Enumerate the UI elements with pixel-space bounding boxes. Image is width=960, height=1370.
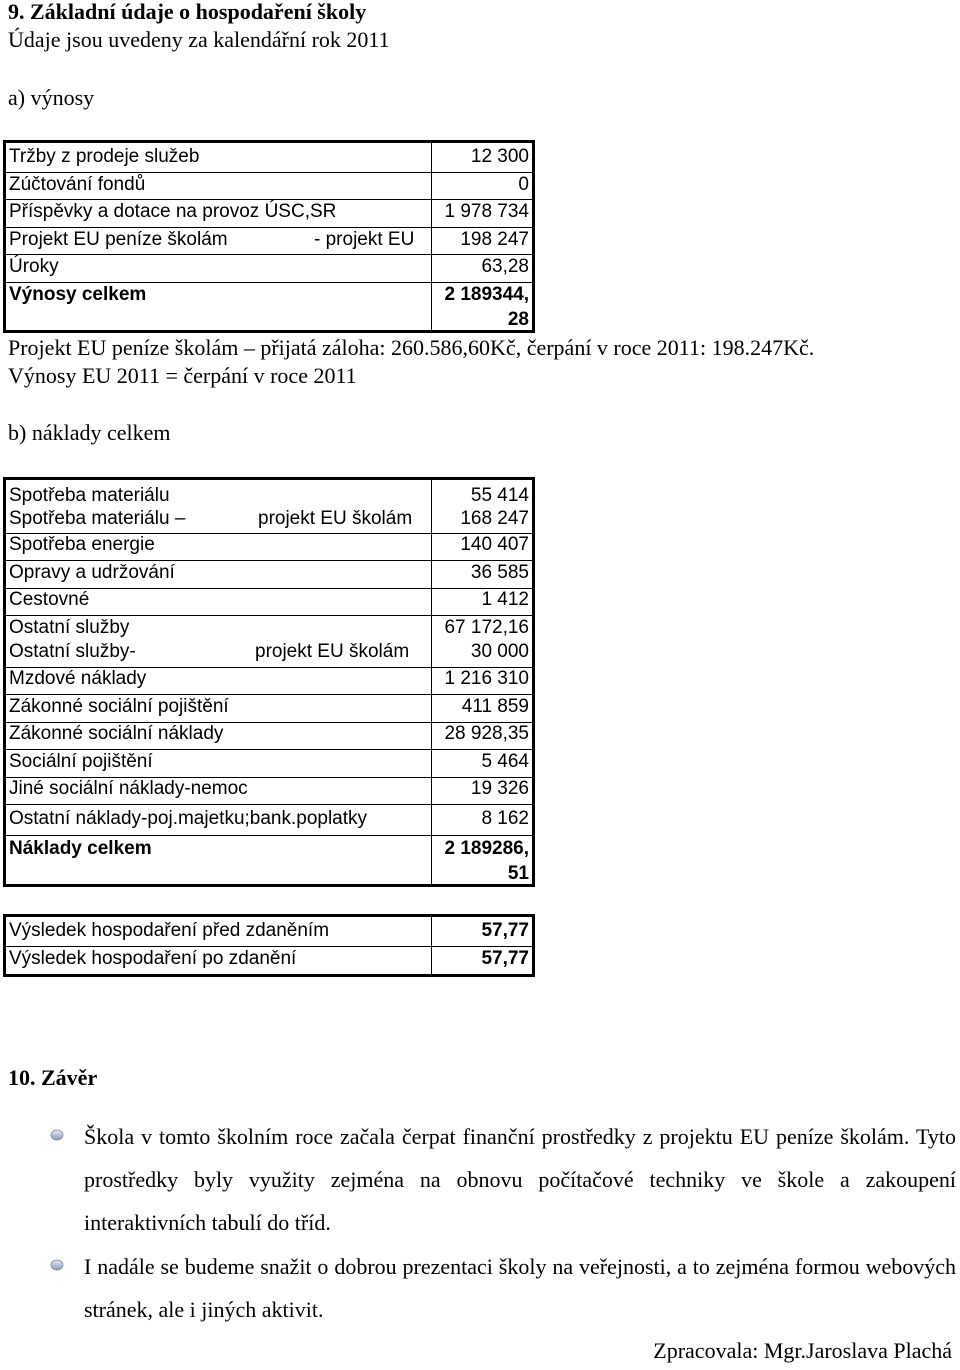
- row-label: Spotřeba materiálu: [9, 485, 170, 506]
- total-value-line1: 2 189286,: [444, 838, 529, 859]
- total-label: Výnosy celkem: [9, 284, 147, 305]
- row-label: Sociální pojištění: [9, 751, 153, 772]
- row-value: 8 162: [481, 808, 529, 829]
- row-label: Příspěvky a dotace na provoz ÚSC,SR: [9, 201, 337, 222]
- costs-table: [3, 477, 535, 887]
- row-value: 0: [518, 174, 529, 195]
- row-divider: [6, 615, 532, 616]
- row-value: 36 585: [470, 562, 529, 583]
- row-label: Spotřeba energie: [9, 534, 155, 555]
- bullet-text: I nadále se budeme snažit o dobrou prezentaci školy na veřejnosti, a to zejména formou webových stránek, ale i jiných aktivit.: [84, 1254, 956, 1322]
- row-value: 411 859: [461, 696, 529, 717]
- row-label: Výsledek hospodaření po zdanění: [9, 948, 297, 969]
- row-value: 1 216 310: [444, 668, 529, 689]
- row-value: 1 412: [481, 589, 529, 610]
- row-value: 198 247: [460, 229, 529, 250]
- row-divider: [6, 254, 532, 255]
- row-value: 30 000: [470, 641, 529, 662]
- row-divider: [6, 694, 532, 695]
- row-label: Opravy a udržování: [9, 562, 175, 583]
- row-divider: [6, 835, 532, 836]
- row-label: Cestovné: [9, 589, 90, 610]
- row-divider: [6, 199, 532, 200]
- row-label: Ostatní služby-: [9, 641, 136, 662]
- row-value: 63,28: [481, 256, 529, 277]
- row-divider: [6, 749, 532, 750]
- row-label: Spotřeba materiálu –: [9, 508, 186, 529]
- revenue-heading: a) výnosy: [8, 85, 95, 110]
- eu-revenue-note: Výnosy EU 2011 = čerpání v roce 2011: [8, 363, 357, 388]
- bullet-icon: [50, 1259, 64, 1271]
- conclusion-bullet-1: [84, 1115, 956, 1244]
- total-value-line2: 28: [507, 309, 529, 330]
- total-label: Náklady celkem: [9, 838, 152, 859]
- row-label: Zákonné sociální náklady: [9, 723, 224, 744]
- row-label: Jiné sociální náklady-nemoc: [9, 778, 248, 799]
- total-value-line1: 2 189344,: [444, 284, 529, 305]
- bullet-text: Škola v tomto školním roce začala čerpat finanční prostředky z projektu EU peníze školám. Tyto prostředky byly využity zejména na obnovu počítačové techniky ve škole a zakoupení interaktivních tabulí do tříd.: [84, 1124, 956, 1235]
- eu-project-note: Projekt EU peníze školám – přijatá záloha: 260.586,60Kč, čerpání v roce 2011: 198.247Kč.: [8, 335, 815, 360]
- row-divider: [6, 172, 532, 173]
- revenue-table: [3, 140, 535, 333]
- row-divider: [6, 227, 532, 228]
- row-label: Zúčtování fondů: [9, 174, 146, 195]
- row-divider: [6, 560, 532, 561]
- row-label: Zákonné sociální pojištění: [9, 696, 229, 717]
- row-divider: [6, 282, 532, 283]
- signature: Zpracovala: Mgr.Jaroslava Plachá: [653, 1338, 952, 1363]
- row-label: Ostatní služby: [9, 617, 130, 638]
- row-value: 57,77: [481, 920, 529, 941]
- row-label: Mzdové náklady: [9, 668, 147, 689]
- row-value: 140 407: [460, 534, 529, 555]
- row-note: - projekt EU: [314, 229, 415, 250]
- row-value: 28 928,35: [444, 723, 529, 744]
- row-value: 168 247: [460, 508, 529, 529]
- row-value: 55 414: [470, 485, 529, 506]
- row-value: 12 300: [470, 146, 529, 167]
- row-divider: [6, 804, 532, 805]
- row-label: Výsledek hospodaření před zdaněním: [9, 920, 330, 941]
- result-table: [3, 914, 535, 977]
- total-value-line2: 51: [507, 863, 529, 884]
- row-value: 1 978 734: [444, 201, 529, 222]
- section-9-subtitle: Údaje jsou uvedeny za kalendářní rok 2011: [8, 27, 390, 52]
- section-9-title: 9. Základní údaje o hospodaření školy: [8, 0, 367, 24]
- row-value: 67 172,16: [444, 617, 529, 638]
- row-value: 5 464: [481, 751, 529, 772]
- row-note: projekt EU školám: [258, 508, 413, 529]
- section-10-title: 10. Závěr: [8, 1065, 98, 1090]
- row-label: Tržby z prodeje služeb: [9, 146, 200, 167]
- bullet-icon: [50, 1129, 64, 1141]
- row-note: projekt EU školám: [255, 641, 410, 662]
- row-label: Úroky: [9, 256, 59, 277]
- conclusion-bullet-2: [84, 1245, 956, 1331]
- column-divider: [431, 480, 432, 884]
- costs-heading: b) náklady celkem: [8, 420, 171, 445]
- row-value: 19 326: [470, 778, 529, 799]
- row-value: 57,77: [481, 948, 529, 969]
- row-label: Projekt EU peníze školám: [9, 229, 228, 250]
- row-label: Ostatní náklady-poj.majetku;bank.poplatky: [9, 808, 368, 829]
- row-divider: [6, 946, 532, 947]
